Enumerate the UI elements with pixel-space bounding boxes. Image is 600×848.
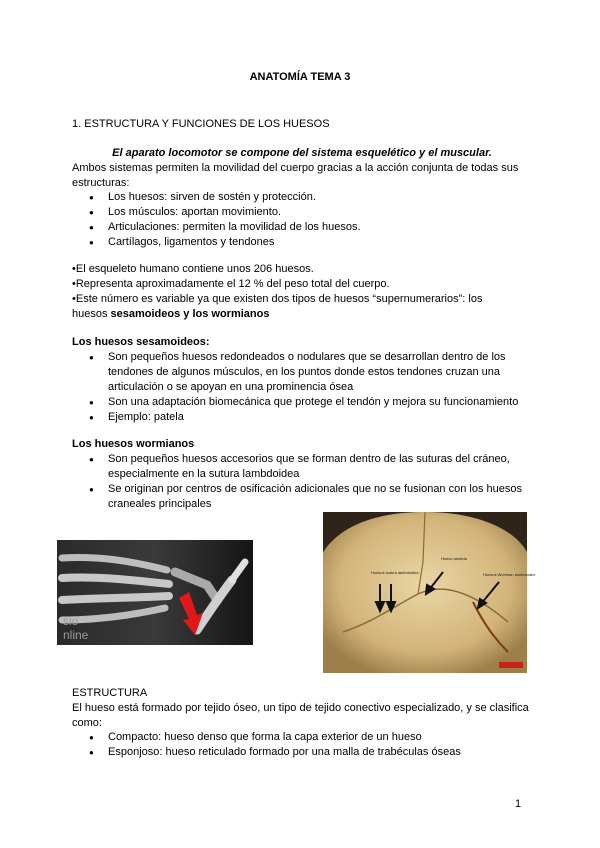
wormianos-heading: Los huesos wormianos bbox=[72, 438, 195, 450]
estructura-paragraph: El hueso está formado por tejido óseo, un tipo de tejido conectivo especializado, y se clasifica como: bbox=[72, 702, 529, 729]
list-item: ● Los huesos: sirven de sostén y protección. bbox=[72, 190, 532, 205]
list-item: ● Son una adaptación biomecánica que protege el tendón y mejora su funcionamiento bbox=[72, 395, 532, 410]
hand-xray-image bbox=[57, 540, 253, 645]
list-item: ● Articulaciones: permiten la movilidad de los huesos. bbox=[72, 220, 532, 235]
intro-paragraph: Ambos sistemas permiten la movilidad del cuerpo gracias a la acción conjunta de todas sus estructuras: bbox=[72, 162, 519, 189]
fact-line: •Este número es variable ya que existen dos tipos de huesos “supernumerarios”: los bbox=[72, 293, 483, 305]
estructura-heading: ESTRUCTURA bbox=[72, 687, 148, 699]
fact-tail-prefix: huesos bbox=[72, 308, 111, 320]
page-number: 1 bbox=[515, 798, 522, 810]
fact-tail-bold: sesamoideos y los wormianos bbox=[110, 308, 270, 320]
skull-label: Hueso lambda bbox=[441, 556, 467, 561]
watermark-text: sio bbox=[63, 614, 79, 628]
fact-line-tail bbox=[72, 307, 532, 322]
wormianos-list bbox=[72, 452, 532, 512]
list-item: ● Son pequeños huesos accesorios que se forman dentro de las suturas del cráneo, especialmente en la sutura lambdoidea bbox=[72, 452, 532, 482]
list-item: ● Son pequeños huesos redondeados o nodulares que se desarrollan dentro de los tendones de algunos músculos, en los puntos donde estos tendones cruzan una articulación o se apoyan en una prominencia ósea bbox=[72, 350, 532, 395]
sesamoideos-heading: Los huesos sesamoideos: bbox=[72, 336, 210, 348]
structures-list bbox=[72, 190, 532, 250]
skull-label: Huesos sutura lambdoidea bbox=[371, 570, 419, 575]
skull-photo bbox=[323, 512, 536, 673]
list-item: ● Se originan por centros de osificación adicionales que no se fusionan con los huesos craneales principales bbox=[72, 482, 532, 512]
fact-line: •El esqueleto humano contiene unos 206 huesos. bbox=[72, 263, 314, 275]
skull-label: Huesos Wormian lambdoideo bbox=[483, 572, 536, 577]
section-heading: 1. ESTRUCTURA Y FUNCIONES DE LOS HUESOS bbox=[72, 118, 330, 130]
list-item: ● Compacto: hueso denso que forma la capa exterior de un hueso bbox=[72, 730, 532, 745]
fact-line: •Representa aproximadamente el 12 % del peso total del cuerpo. bbox=[72, 278, 390, 290]
lead-sentence: El aparato locomotor se compone del sistema esquelético y el muscular. bbox=[112, 147, 492, 159]
document-title: ANATOMÍA TEMA 3 bbox=[249, 71, 351, 83]
sesamoideos-list bbox=[72, 350, 532, 425]
list-item: ● Esponjoso: hueso reticulado formado por una malla de trabéculas óseas bbox=[72, 745, 532, 760]
list-item: ● Ejemplo: patela bbox=[72, 410, 532, 425]
list-item: ● Los músculos: aportan movimiento. bbox=[72, 205, 532, 220]
bone-types-list bbox=[72, 730, 532, 760]
list-item: ● Cartílagos, ligamentos y tendones bbox=[72, 235, 532, 250]
facts-block bbox=[72, 262, 532, 322]
watermark-text: nline bbox=[63, 628, 89, 642]
